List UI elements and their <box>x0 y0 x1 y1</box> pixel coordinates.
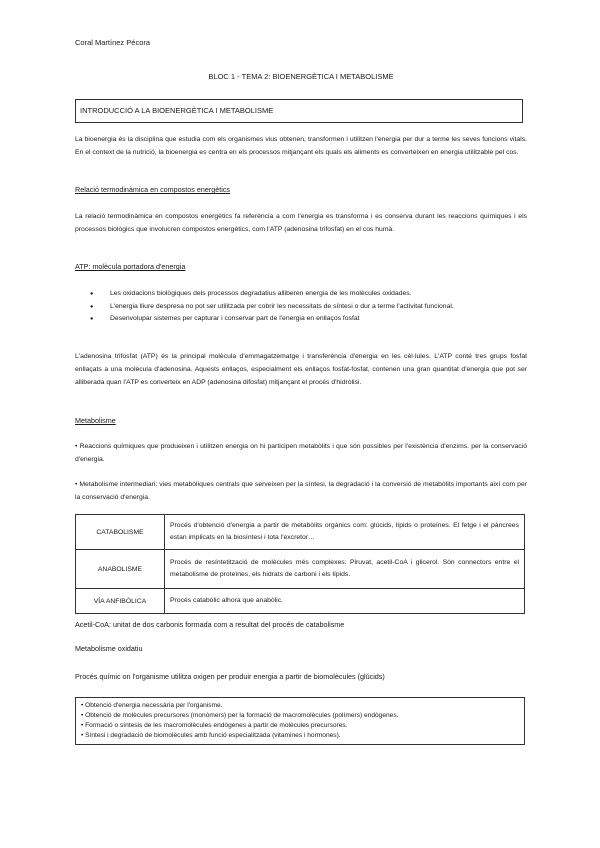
list-item: ● Les oxidacions biològiques dels processos degradatius alliberen energia de les molècules oxidades. <box>90 288 527 301</box>
table-term: ANABOLISME <box>76 550 165 589</box>
metabolism-heading: Metabolisme <box>75 416 116 425</box>
acetyl-coa-note: Acetil-CoA: unitat de dos carbonis formada com a resultat del procés de catabolisme <box>75 620 345 629</box>
atp-bullet-list <box>90 288 527 326</box>
table-term: VÍA ANFIBÒLICA <box>76 589 165 614</box>
list-item: • Formació o síntesis de les macromolècules endògenes a partir de molècules precursores. <box>81 722 348 729</box>
metabolism-table <box>75 514 525 614</box>
thermo-paragraph: La relació termodinàmica en compostos energètics fa referència a com l'energia es transforma i es conserva durant les reaccions químiques i els processos biològics que involucren compostos energètics, com l'ATP (adenosina trifosfat) en el cos humà. <box>75 213 527 233</box>
atp-heading: ATP: molècula portadora d'energia <box>75 262 186 271</box>
table-desc: Procés d'obtenció d'energia a partir de metabòlits orgànics com: glúcids, lípids o proteïnes. El fetge i el pàncrees estan implicats en la biosíntesi i tota l'excretor… <box>165 515 525 550</box>
atp-paragraph: L'adenosina trifosfat (ATP) és la principal molècula d'emmagatzematge i transferència d'energia en les cèl·lules. L'ATP conté tres grups fosfat enllaçats a una molècula d'adenosina. Aquests enllaços, especialment els enllaços fosfat-fosfat, contenen una gran quantitat d'energia que pot ser alliberada quan l'ATP es converteix en ADP (adenosina difosfat) mitjançant el procés d'hidròlisi. <box>75 353 527 386</box>
author-name: Coral Martínez Pécora <box>75 38 151 47</box>
metabolism-point-2: • Metabolisme intermediari: vies metabòliques centrals que serveixen per la síntesi, la degradació i la conversió de metabòlits importants així com per la conservació d'energia. <box>75 481 527 501</box>
thermo-heading: Relació termodinàmica en compostos energètics <box>75 185 231 194</box>
table-desc: Procés catabòlic alhora que anabòlic. <box>165 589 525 614</box>
section-heading-box <box>75 99 523 123</box>
metabolism-point-1: • Reaccions químiques que produeixen i utilitzen energia on hi participen metabòlits i que són possibles per l'existència d'enzims. per la conservació d'energia. <box>75 443 527 463</box>
oxidative-heading: Metabolisme oxidatiu <box>75 644 143 653</box>
list-item: • Síntesi i degradació de biomolècules amb funció especialitzada (vitamines i hormones). <box>81 732 341 739</box>
section-heading: INTRODUCCIÓ A LA BIOENERGÈTICA I METABOLISME <box>80 106 274 115</box>
oxidative-text: Procés químic on l'organisme utilitza oxigen per produir energia a partir de biomolècules (glúcids) <box>75 672 385 681</box>
list-item: • Obtenció de molècules precursores (monòmers) per la formació de macromolècules (polímers) endògenes. <box>81 712 399 719</box>
list-item: ● L'energia lliure despresa no pot ser utilitzada per cobrir les necessitats de síntesi o dur a terme l'activitat funcional. <box>90 301 527 314</box>
document-title: BLOC 1 - TEMA 2: BIOENERGÈTICA I METABOLISME <box>208 72 394 81</box>
list-item: • Obtenció d'energia necessària per l'organisme. <box>81 702 223 709</box>
table-desc: Procés de resíntetització de molècules més complexes: Piruvat, acetil-CoA i glicerol. Són connectors entre el metabolisme de proteïnes, els hidrats de carboni i els lípids. <box>165 550 525 589</box>
table-row <box>76 515 525 550</box>
table-row <box>76 589 525 614</box>
table-row <box>76 550 525 589</box>
list-item: ● Desenvolupar sistemes per capturar i conservar part de l'energia en enllaços fosfat <box>90 313 527 326</box>
table-term: CATABOLISME <box>76 515 165 550</box>
oxidative-functions-box <box>75 697 525 745</box>
intro-paragraph: La bioenergia és la disciplina que estudia com els organismes vius obtenen, transformen i utilitzen l'energia per dur a terme les seves funcions vitals. En el context de la nutrició, la bioenergia es centra en els processos mitjançant els quals els aliments es converteixen en energia utilitzable pel cos. <box>75 136 527 156</box>
